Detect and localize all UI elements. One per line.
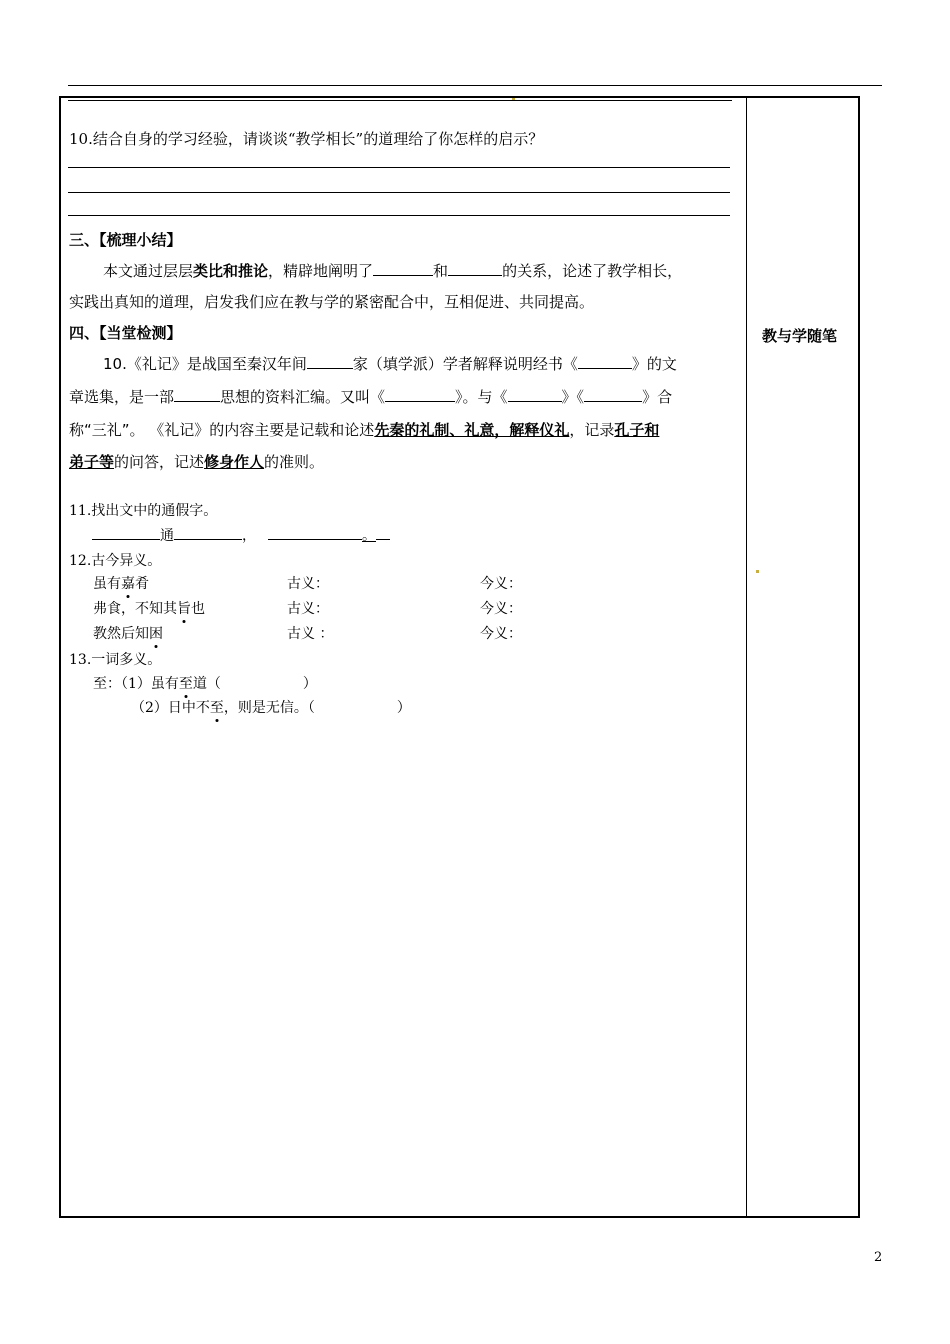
- blank-field[interactable]: [508, 387, 562, 402]
- blank-field[interactable]: [578, 354, 632, 369]
- sidebar-label: 教与学随笔: [762, 327, 838, 345]
- test-heading: [69, 322, 182, 343]
- sentence-text: ，则是无信。（: [223, 700, 315, 716]
- blank-field[interactable]: [307, 354, 353, 369]
- question-13: 13.一词多义。: [69, 652, 162, 668]
- q11-comma: ，: [242, 528, 256, 544]
- blank-field[interactable]: [174, 387, 220, 402]
- test-text: 10.《礼记》是战国至秦汉年间: [103, 355, 307, 373]
- blank-field[interactable]: [448, 261, 502, 276]
- test-key-phrase: 先秦的礼制、礼意，解释仪礼: [374, 421, 570, 439]
- question-11-answer: [92, 525, 390, 545]
- sentence-text: 道（: [192, 676, 221, 692]
- page-number: 2: [874, 1250, 883, 1265]
- answer-line: [68, 192, 730, 193]
- sidebar-divider: [746, 96, 747, 1218]
- test-line-2: [69, 386, 672, 407]
- phrase-text: 也: [191, 601, 205, 617]
- test-text: 》合: [642, 388, 673, 406]
- q13-word: 至：: [93, 676, 121, 692]
- sentence-text: （2）日中不: [131, 700, 210, 716]
- q12-row-2-ancient: 古义：: [287, 601, 329, 617]
- test-text: 的准则。: [264, 453, 325, 471]
- phrase-emphasis: 嘉: [121, 576, 135, 592]
- test-key-phrase: 孔子和: [614, 421, 660, 439]
- q12-row-1-modern: 今义：: [480, 576, 522, 592]
- test-heading-title: 【当堂检测】: [99, 324, 182, 342]
- summary-heading-num: 三、: [69, 231, 100, 249]
- q12-row-2-phrase: [93, 598, 205, 618]
- question-12: 12.古今异义。: [69, 553, 162, 569]
- sentence-text: ）: [396, 700, 411, 716]
- answer-line: [68, 167, 730, 168]
- test-key-phrase: 修身作人: [204, 453, 265, 471]
- test-text: 称“三礼”。 《礼记》的内容主要是记载和论述: [69, 421, 375, 439]
- q12-row-1-phrase: [93, 573, 149, 593]
- phrase-emphasis: 困: [149, 626, 163, 642]
- summary-text: 的关系，论述了教学相长，: [502, 262, 683, 280]
- sentence-emphasis: 至: [209, 700, 224, 716]
- summary-heading-title: 【梳理小结】: [99, 231, 182, 249]
- blank-field[interactable]: [92, 525, 160, 540]
- test-key-phrase: 弟子等: [69, 453, 115, 471]
- q12-row-2-modern: 今义：: [480, 601, 522, 617]
- summary-text: 和: [433, 262, 449, 280]
- test-text: 章选集，是一部: [69, 388, 175, 406]
- summary-heading: [69, 229, 182, 250]
- blank-field[interactable]: [373, 261, 433, 276]
- phrase-text: 弗食，不知其: [93, 601, 177, 617]
- answer-line: [68, 215, 730, 216]
- header-rule: [68, 85, 882, 86]
- phrase-text: 肴: [135, 576, 149, 592]
- phrase-text: 虽有: [93, 576, 121, 592]
- blank-field[interactable]: [584, 387, 642, 402]
- test-text: 》的文: [631, 355, 677, 373]
- q11-period: 。: [362, 528, 376, 544]
- phrase-text: 教然后知: [93, 626, 149, 642]
- summary-line-2: 实践出真知的道理，启发我们应在教与学的紧密配合中，互相促进、共同提高。: [69, 293, 595, 311]
- test-text: 》《: [561, 388, 585, 406]
- test-text: ，记录: [569, 421, 615, 439]
- test-text: 思想的资料汇编。又叫《: [220, 388, 386, 406]
- blank-field[interactable]: [174, 525, 242, 540]
- sentence-emphasis: 至: [178, 676, 193, 692]
- blank-field[interactable]: [268, 525, 362, 540]
- summary-bold-text: 类比和推论: [193, 262, 269, 280]
- q13-sense-2: [131, 697, 411, 717]
- blank-field[interactable]: [376, 525, 390, 540]
- blank-field[interactable]: [385, 387, 455, 402]
- test-text: 的问答，记述: [114, 453, 205, 471]
- test-heading-num: 四、: [69, 324, 100, 342]
- q13-sense-1: [93, 673, 317, 693]
- test-text: 》。与《: [455, 388, 508, 406]
- sentence-text: （1）虽有: [121, 676, 179, 692]
- test-text: 家（填学派）学者解释说明经书《: [352, 355, 578, 373]
- phrase-emphasis: 旨: [177, 601, 191, 617]
- question-11: 11.找出文中的通假字。: [69, 503, 218, 519]
- test-line-1: [103, 353, 677, 374]
- q12-row-1-ancient: 古义：: [287, 576, 329, 592]
- q12-row-3-ancient: 古义 ：: [287, 626, 334, 642]
- q11-tong-text: 通: [160, 528, 174, 544]
- speck-mark: [756, 570, 759, 573]
- question-10-reflection: 10.结合自身的学习经验，请谈谈“教学相长”的道理给了你怎样的启示？: [69, 130, 544, 148]
- test-line-3: [69, 419, 659, 440]
- q12-row-3-modern: 今义：: [480, 626, 522, 642]
- test-line-4: [69, 451, 324, 472]
- sentence-text: ）: [302, 676, 317, 692]
- q12-row-3-phrase: [93, 623, 163, 643]
- summary-line-1: [103, 260, 682, 281]
- summary-text: 本文通过层层: [103, 262, 194, 280]
- summary-text: ，精辟地阐明了: [268, 262, 374, 280]
- answer-line: [68, 100, 732, 101]
